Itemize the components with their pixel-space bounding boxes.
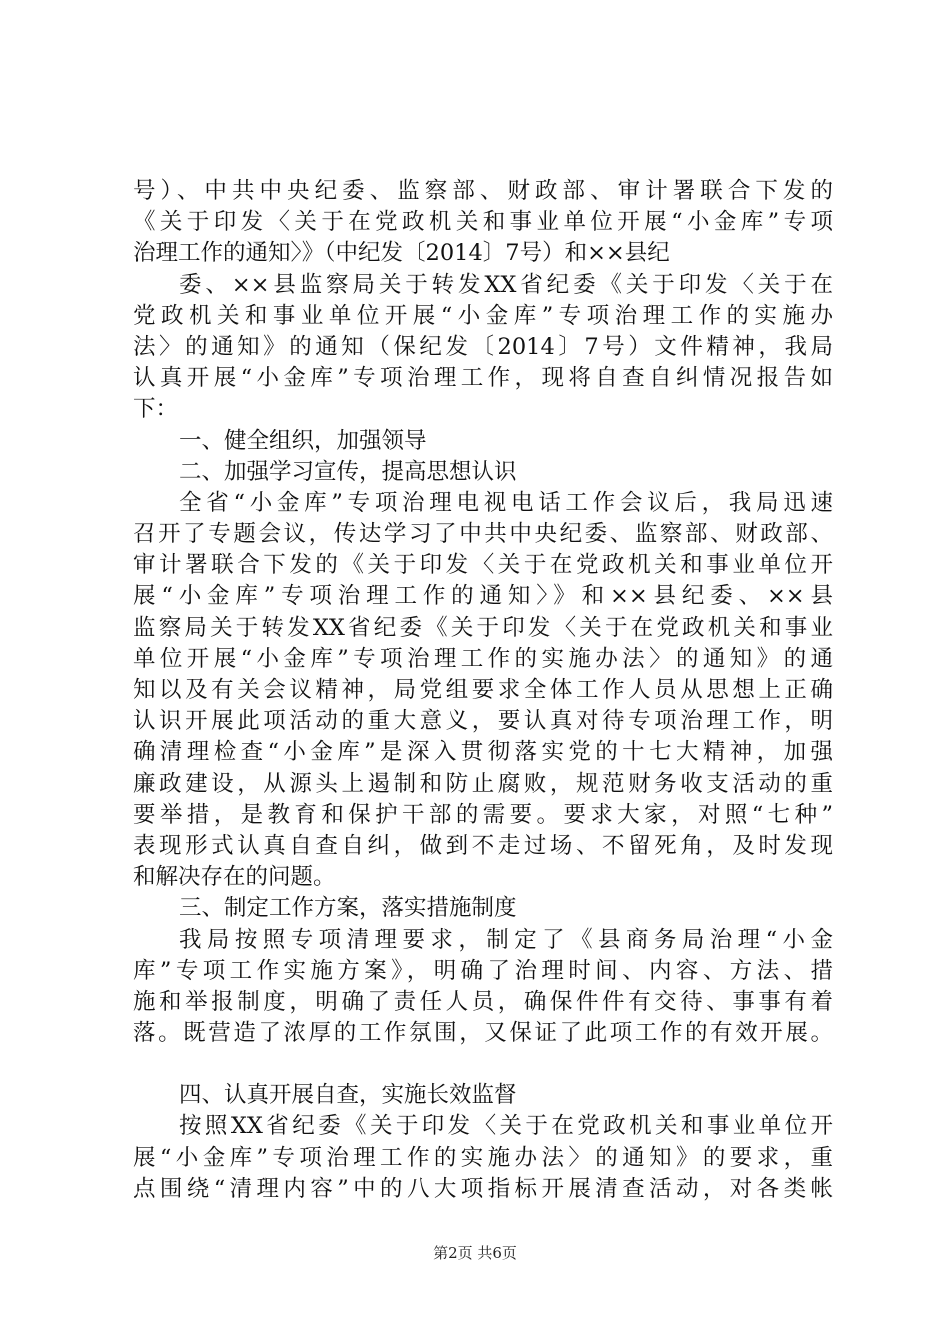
paragraph-gap	[133, 1049, 833, 1080]
section-heading: 四、认真开展自查，实施长效监督	[179, 1082, 517, 1109]
text-line: 落。既营造了浓厚的工作氛围，又保证了此项工作的有效开展。	[133, 1020, 833, 1047]
text-line: 我局按照专项清理要求，制定了《县商务局治理“小金	[179, 926, 833, 953]
text-line: 监察局关于转发XX省纪委《关于印发〈关于在党政机关和事业	[133, 614, 833, 641]
text-line: 治理工作的通知〉》（中纪发〔2014〕7号）和××县纪	[133, 240, 670, 267]
text-line: 委、××县监察局关于转发XX省纪委《关于印发〈关于在	[179, 271, 833, 298]
text-line: 党政机关和事业单位开展“小金库”专项治理工作的实施办	[133, 302, 833, 329]
text-line: 全省“小金库”专项治理电视电话工作会议后，我局迅速	[179, 489, 833, 516]
section-heading: 二、加强学习宣传，提高思想认识	[179, 458, 517, 485]
text-line: 法〉的通知》的通知（保纪发〔2014〕7号）文件精神，我局	[133, 333, 833, 360]
text-line: 表现形式认真自查自纠，做到不走过场、不留死角，及时发现	[133, 832, 833, 859]
text-line: 点围绕“清理内容”中的八大项指标开展清查活动，对各类帐	[133, 1175, 833, 1202]
text-line: 按照XX省纪委《关于印发〈关于在党政机关和事业单位开	[179, 1113, 833, 1140]
page-number-footer: 第2页 共6页	[433, 1244, 517, 1262]
text-line: 展“小金库”专项治理工作的通知〉》和××县纪委、××县	[133, 583, 833, 610]
text-line: 下：	[133, 396, 179, 423]
text-line: 展“小金库”专项治理工作的实施办法〉的通知》的要求，重	[133, 1144, 833, 1171]
text-line: 施和举报制度，明确了责任人员，确保件件有交待、事事有着	[133, 988, 833, 1015]
text-line: 确清理检查“小金库”是深入贯彻落实党的十七大精神，加强	[133, 739, 833, 766]
text-line: 库”专项工作实施方案》，明确了治理时间、内容、方法、措	[133, 957, 833, 984]
text-line: 《关于印发〈关于在党政机关和事业单位开展“小金库”专项	[133, 209, 833, 236]
text-line: 廉政建设，从源头上遏制和防止腐败，规范财务收支活动的重	[133, 770, 833, 797]
text-line: 审计署联合下发的《关于印发〈关于在党政机关和事业单位开	[133, 552, 833, 579]
text-line: 和解决存在的问题。	[133, 864, 336, 891]
section-heading: 一、健全组织，加强领导	[179, 427, 427, 454]
document-body	[133, 176, 833, 1205]
section-heading: 三、制定工作方案，落实措施制度	[179, 895, 517, 922]
text-line: 认识开展此项活动的重大意义，要认真对待专项治理工作，明	[133, 708, 833, 735]
text-line: 认真开展“小金库”专项治理工作，现将自查自纠情况报告如	[133, 365, 833, 392]
text-line: 召开了专题会议，传达学习了中共中央纪委、监察部、财政部、	[133, 521, 833, 548]
text-line: 知以及有关会议精神，局党组要求全体工作人员从思想上正确	[133, 677, 833, 703]
text-line: 单位开展“小金库”专项治理工作的实施办法〉的通知》的通	[133, 645, 833, 672]
text-line: 要举措，是教育和保护干部的需要。要求大家，对照“七种”	[133, 801, 833, 828]
text-line: 号）、中共中央纪委、监察部、财政部、审计署联合下发的	[133, 178, 833, 204]
